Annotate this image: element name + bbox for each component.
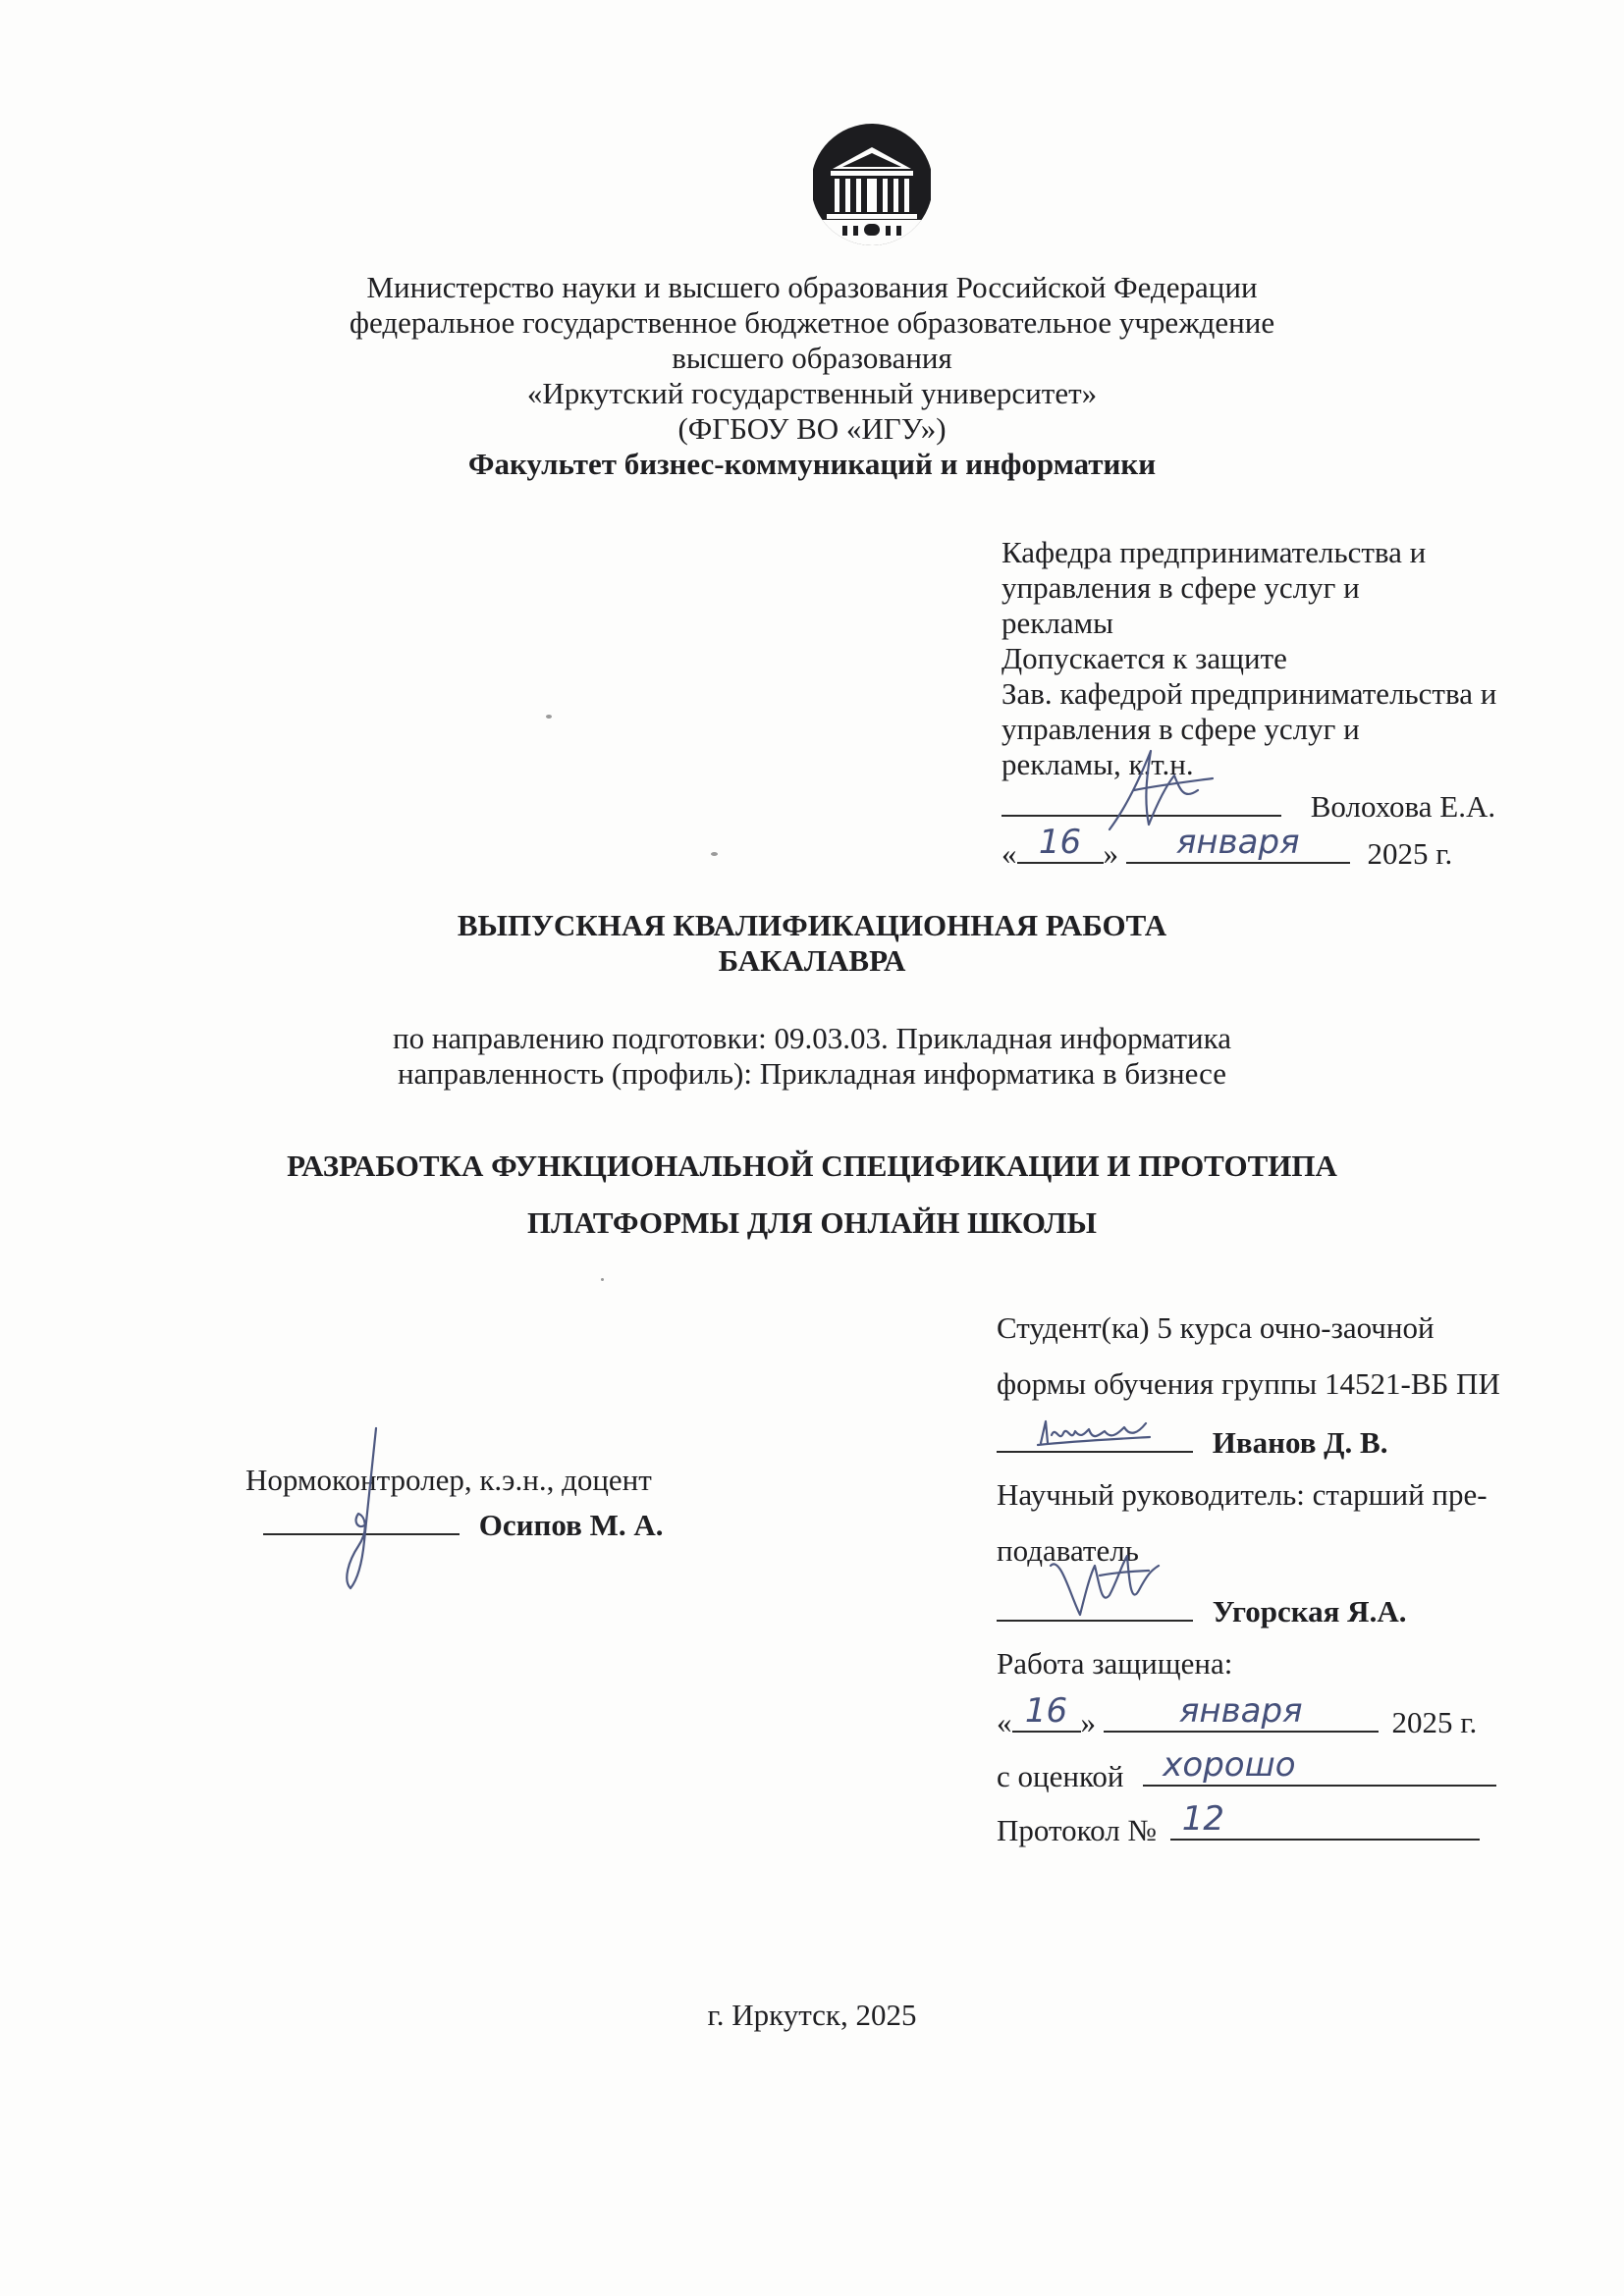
department-head-line-1: Зав. кафедрой предпринимательства и — [1001, 676, 1497, 711]
work-type-line-2: БАКАЛАВРА — [718, 943, 906, 978]
approval-month-handwritten: января — [1175, 823, 1300, 862]
institution-level-line: высшего образования — [672, 341, 952, 375]
scan-speck — [601, 1278, 604, 1281]
grade-row — [997, 1745, 1496, 1794]
supervisor-signature-row — [997, 1590, 1406, 1629]
institution-line: федеральное государственное бюджетное образовательное учреждение — [349, 305, 1275, 340]
signature-line — [263, 1504, 460, 1535]
faculty-name: Факультет бизнес-коммуникаций и информатики — [467, 447, 1157, 481]
student-signature-row — [997, 1421, 1387, 1461]
thesis-title-line-2: ПЛАТФОРМЫ ДЛЯ ОНЛАЙН ШКОЛЫ — [527, 1205, 1097, 1240]
work-type-line-1: ВЫПУСКНАЯ КВАЛИФИКАЦИОННАЯ РАБОТА — [457, 908, 1167, 942]
scan-speck — [711, 852, 718, 856]
grade-field — [1143, 1745, 1496, 1787]
admitted-to-defense: Допускается к защите — [1001, 641, 1287, 675]
signature-line — [1001, 785, 1281, 817]
scan-speck — [546, 715, 552, 719]
approval-day-handwritten: 16 — [1038, 823, 1082, 862]
day-field — [1017, 823, 1104, 864]
university-emblem — [813, 118, 931, 250]
date-quote-close: » — [1080, 1705, 1096, 1739]
student-line-2: формы обучения группы 14521-ВБ ПИ — [997, 1366, 1500, 1401]
thesis-title-line-1: РАЗРАБОТКА ФУНКЦИОНАЛЬНОЙ СПЕЦИФИКАЦИИ И ПРОТОТИПА — [287, 1148, 1337, 1183]
university-name: «Иркутский государственный университет» — [526, 376, 1098, 410]
city-year: г. Иркутск, 2025 — [707, 1998, 917, 2032]
protocol-handwritten: 12 — [1181, 1799, 1225, 1839]
grade-handwritten: хорошо — [1163, 1745, 1296, 1785]
ministry-line: Министерство науки и высшего образования Российской Федерации — [366, 270, 1258, 304]
approval-year: 2025 г. — [1367, 836, 1453, 871]
department-line-3: рекламы — [1001, 606, 1113, 640]
signature-line — [997, 1590, 1193, 1622]
grade-label: с оценкой — [997, 1759, 1124, 1793]
university-abbreviation: (ФГБОУ ВО «ИГУ») — [677, 411, 947, 446]
supervisor-line-1: Научный руководитель: старший пре- — [997, 1477, 1488, 1512]
department-head-signature-row — [1001, 785, 1495, 825]
signature-line — [997, 1421, 1193, 1453]
month-field — [1104, 1691, 1379, 1733]
defense-label: Работа защищена: — [997, 1646, 1233, 1681]
protocol-label: Протокол № — [997, 1813, 1157, 1847]
department-head-line-3: рекламы, к.т.н. — [1001, 747, 1194, 781]
normcontroller-name: Осипов М. А. — [478, 1508, 664, 1542]
direction-line: по направлению подготовки: 09.03.03. Прикладная информатика — [392, 1021, 1231, 1055]
defense-date-row — [997, 1691, 1478, 1740]
department-head-name: Волохова Е.А. — [1310, 789, 1496, 824]
normcontroller-signature-row — [263, 1504, 663, 1543]
date-quote-close: » — [1103, 836, 1118, 871]
protocol-field — [1170, 1799, 1480, 1841]
protocol-row — [997, 1799, 1480, 1848]
normcontroller-label: Нормоконтролер, к.э.н., доцент — [245, 1463, 652, 1497]
month-field — [1126, 823, 1350, 864]
day-field — [1012, 1691, 1081, 1733]
defense-month-handwritten: января — [1178, 1691, 1303, 1731]
department-head-line-2: управления в сфере услуг и — [1001, 712, 1360, 746]
department-line-1: Кафедра предпринимательства и — [1001, 535, 1427, 569]
department-line-2: управления в сфере услуг и — [1001, 570, 1360, 605]
profile-line: направленность (профиль): Прикладная информатика в бизнесе — [397, 1056, 1227, 1091]
date-quote-open: « — [1001, 836, 1017, 871]
date-quote-open: « — [997, 1705, 1012, 1739]
student-line-1: Студент(ка) 5 курса очно-заочной — [997, 1310, 1435, 1345]
defense-day-handwritten: 16 — [1024, 1691, 1068, 1731]
student-name: Иванов Д. В. — [1212, 1425, 1388, 1460]
supervisor-line-2: подаватель — [997, 1533, 1139, 1568]
approval-date-row — [1001, 823, 1453, 872]
defense-year: 2025 г. — [1391, 1705, 1478, 1739]
supervisor-name: Угорская Я.А. — [1212, 1594, 1407, 1629]
